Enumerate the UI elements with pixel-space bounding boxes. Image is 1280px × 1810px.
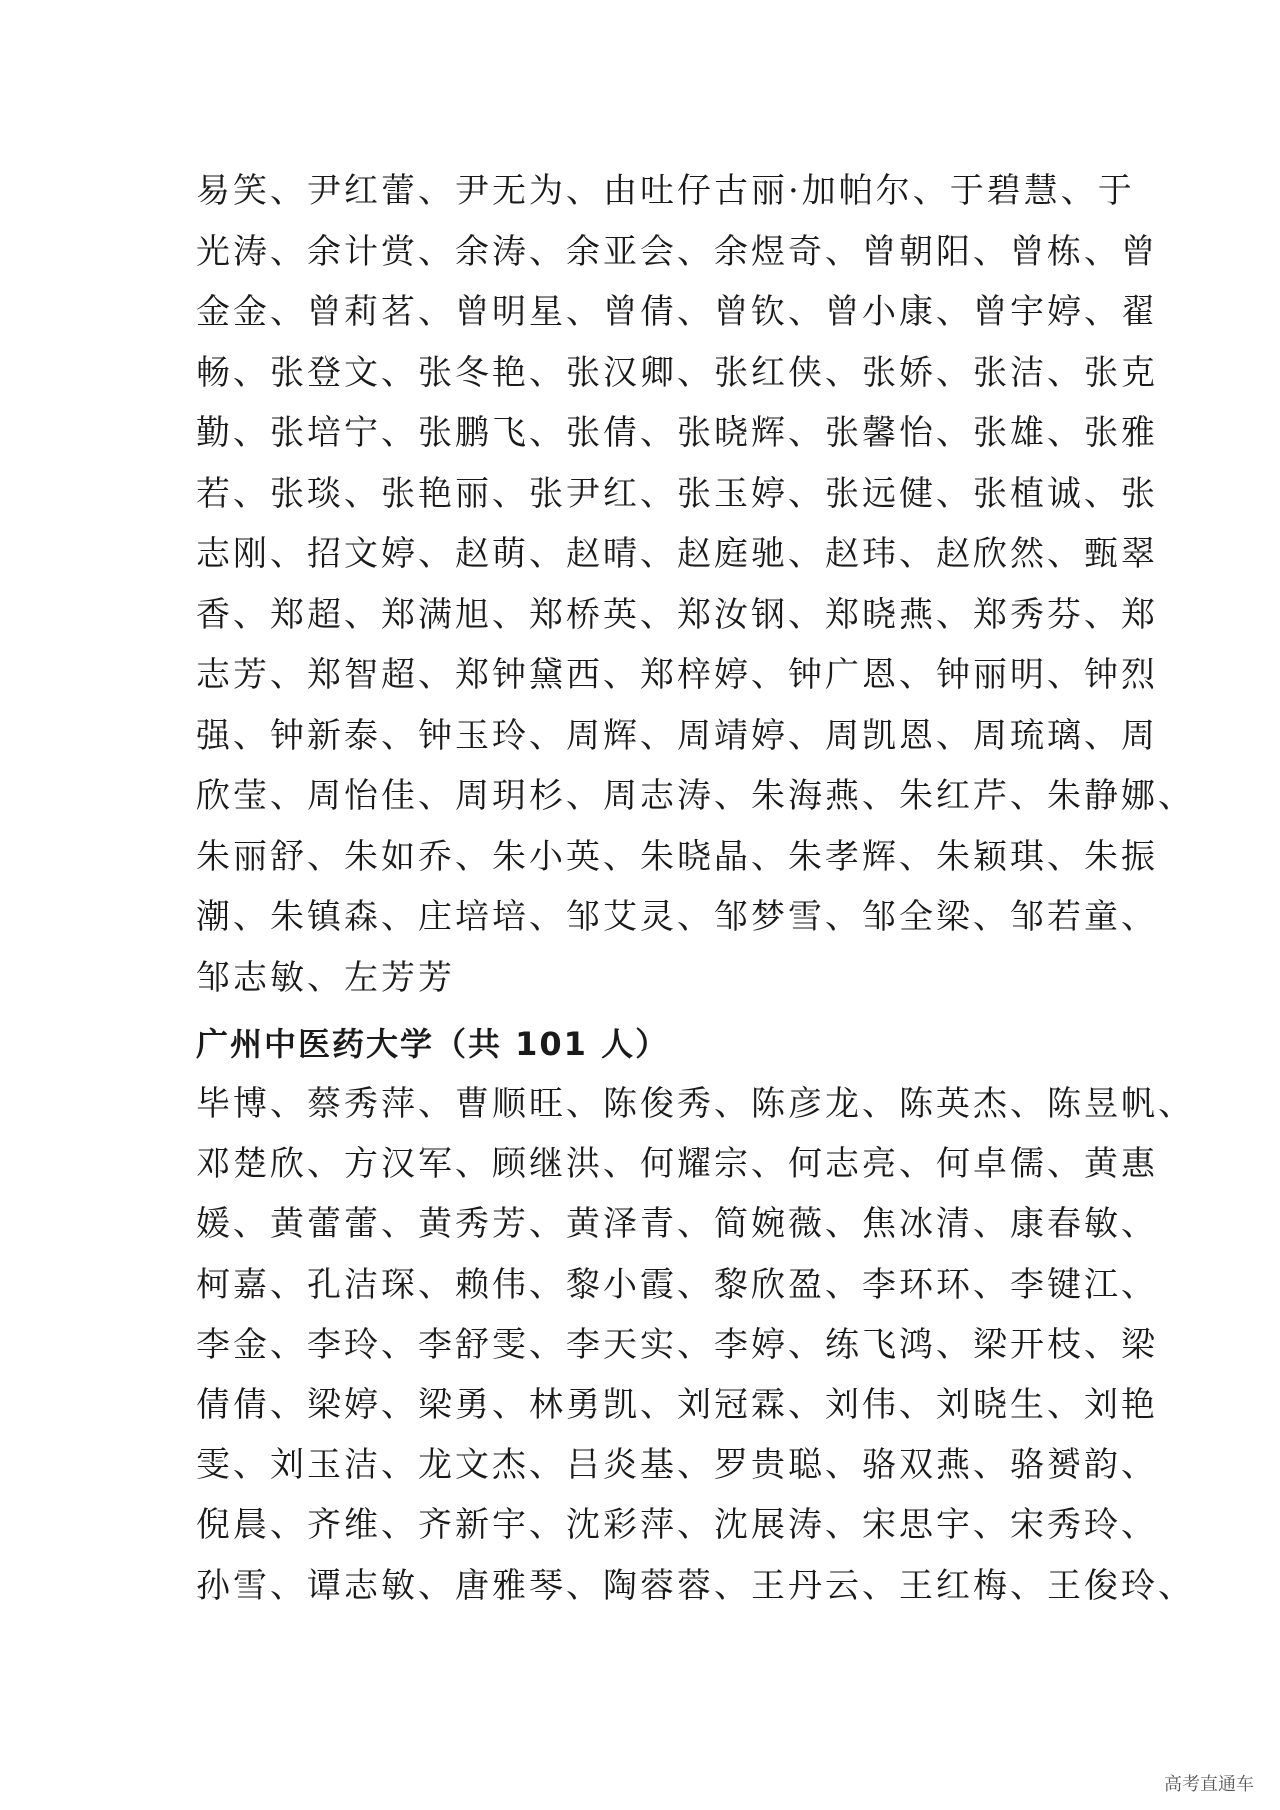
text-line: 倩倩、梁婷、梁勇、林勇凯、刘冠霖、刘伟、刘晓生、刘艳: [196, 1385, 1158, 1425]
text-line: 孙雪、谭志敏、唐雅琴、陶蓉蓉、王丹云、王红梅、王俊玲、: [196, 1565, 1195, 1606]
text-line: 光涛、余计赏、余涛、余亚会、余煜奇、曾朝阳、曾栋、曾: [196, 231, 1158, 272]
text-line: 金金、曾莉茗、曾明星、曾倩、曾钦、曾小康、曾宇婷、翟: [196, 292, 1158, 332]
text-line: 朱丽舒、朱如乔、朱小英、朱晓晶、朱孝辉、朱颖琪、朱振: [196, 836, 1158, 877]
text-line: 志刚、招文婷、赵萌、赵晴、赵庭驰、赵玮、赵欣然、甄翠: [196, 534, 1158, 574]
text-line: 李金、李玲、李舒雯、李天实、李婷、练飞鸿、梁开枝、梁: [196, 1324, 1158, 1365]
text-line: 畅、张登文、张冬艳、张汉卿、张红侠、张娇、张洁、张克: [196, 352, 1158, 393]
text-line: 欣莹、周怡佳、周玥杉、周志涛、朱海燕、朱红芹、朱静娜、: [196, 776, 1195, 816]
section-heading: 广州中医药大学（共 101 人）: [196, 1025, 670, 1063]
text-line: 勤、张培宁、张鹏飞、张倩、张晓辉、张馨怡、张雄、张雅: [196, 413, 1158, 453]
text-line: 香、郑超、郑满旭、郑桥英、郑汝钢、郑晓燕、郑秀芬、郑: [196, 594, 1158, 635]
watermark: 高考直通车: [1164, 1774, 1254, 1795]
text-line: 媛、黄蕾蕾、黄秀芳、黄泽青、简婉薇、焦冰清、康春敏、: [196, 1204, 1158, 1245]
text-line: 邹志敏、左芳芳: [196, 957, 455, 998]
text-line: 邓楚欣、方汉军、顾继洪、何耀宗、何志亮、何卓儒、黄惠: [196, 1144, 1158, 1185]
text-line: 潮、朱镇森、庄培培、邹艾灵、邹梦雪、邹全梁、邹若童、: [196, 897, 1158, 937]
text-line: 毕博、蔡秀萍、曹顺旺、陈俊秀、陈彦龙、陈英杰、陈昱帆、: [196, 1084, 1195, 1124]
text-line: 易笑、尹红蕾、尹无为、由吐仔古丽·加帕尔、于碧慧、于: [196, 171, 1135, 211]
text-line: 强、钟新泰、钟玉玲、周辉、周靖婷、周凯恩、周琉璃、周: [196, 715, 1158, 756]
text-line: 若、张琰、张艳丽、张尹红、张玉婷、张远健、张植诚、张: [196, 473, 1158, 514]
text-line: 柯嘉、孔洁琛、赖伟、黎小霞、黎欣盈、李环环、李键江、: [196, 1264, 1158, 1305]
text-line: 雯、刘玉洁、龙文杰、吕炎基、罗贵聪、骆双燕、骆赟韵、: [196, 1445, 1158, 1486]
text-line: 倪晨、齐维、齐新宇、沈彩萍、沈展涛、宋思宇、宋秀玲、: [196, 1505, 1158, 1546]
text-line: 志芳、郑智超、郑钟黛西、郑梓婷、钟广恩、钟丽明、钟烈: [196, 655, 1158, 695]
